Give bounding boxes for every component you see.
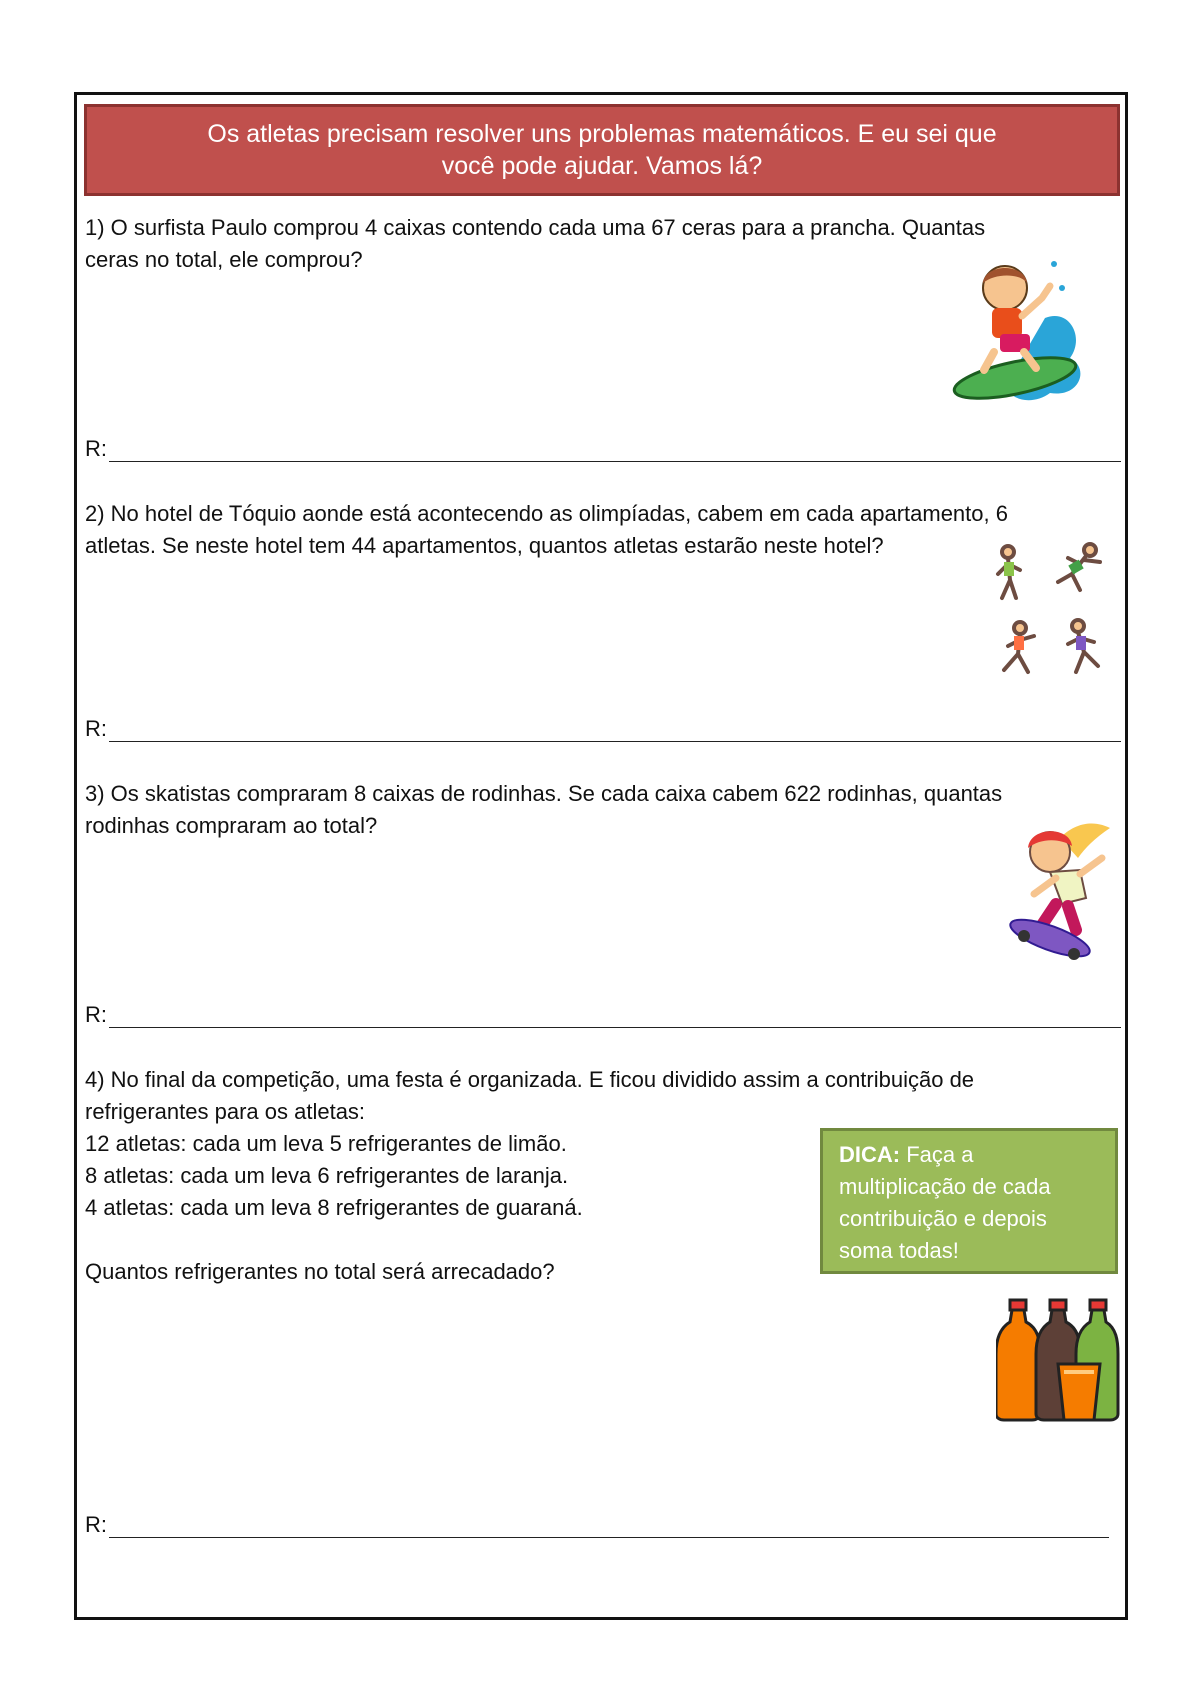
question-4-question: Quantos refrigerantes no total será arrecadado?: [85, 1259, 555, 1284]
answer-label-2: R:: [85, 716, 107, 741]
soda-bottles-illustration: [996, 1298, 1120, 1422]
answer-line-3[interactable]: [85, 1002, 1121, 1028]
question-2: [85, 498, 1105, 562]
question-3-line-1: 3) Os skatistas compraram 8 caixas de rodinhas. Se cada caixa cabem 622 rodinhas, quantas: [85, 781, 1003, 806]
answer-line-4[interactable]: [85, 1512, 1109, 1538]
answer-label-3: R:: [85, 1002, 107, 1027]
question-4-line-2: refrigerantes para os atletas:: [85, 1099, 366, 1124]
banner-line-2: você pode ajudar. Vamos lá?: [441, 152, 763, 180]
question-3: [85, 778, 1105, 842]
question-4-item-1: 12 atletas: cada um leva 5 refrigerantes de limão.: [85, 1131, 567, 1156]
runners-illustration: [980, 540, 1130, 690]
header-banner: [84, 104, 1120, 196]
tip-text-1: Faça a: [900, 1142, 974, 1167]
answer-line-1[interactable]: [85, 436, 1121, 462]
answer-label-1: R:: [85, 436, 107, 461]
skater-illustration: [990, 818, 1120, 968]
tip-line-1: [839, 1139, 1099, 1171]
answer-label-4: R:: [85, 1512, 107, 1537]
question-1-line-2: ceras no total, ele comprou?: [85, 247, 363, 272]
tip-title: DICA:: [839, 1142, 901, 1167]
question-4-item-2: 8 atletas: cada um leva 6 refrigerantes de laranja.: [85, 1163, 569, 1188]
question-2-line-2: atletas. Se neste hotel tem 44 apartamentos, quantos atletas estarão neste hotel?: [85, 533, 884, 558]
tip-text-4: soma todas!: [839, 1238, 959, 1263]
question-3-line-2: rodinhas compraram ao total?: [85, 813, 378, 838]
question-1-line-1: 1) O surfista Paulo comprou 4 caixas contendo cada uma 67 ceras para a prancha. Quantas: [85, 215, 986, 240]
question-4-line-1: 4) No final da competição, uma festa é organizada. E ficou dividido assim a contribuição de: [85, 1067, 975, 1092]
question-4-item-3: 4 atletas: cada um leva 8 refrigerantes de guaraná.: [85, 1195, 583, 1220]
surfer-illustration: [950, 258, 1090, 408]
answer-blank-1[interactable]: [109, 441, 1121, 462]
tip-text-2: multiplicação de cada: [839, 1174, 1051, 1199]
question-2-line-1: 2) No hotel de Tóquio aonde está acontecendo as olimpíadas, cabem em cada apartamento, 6: [85, 501, 1008, 526]
answer-blank-2[interactable]: [109, 721, 1121, 742]
answer-line-2[interactable]: [85, 716, 1121, 742]
tip-text-3: contribuição e depois: [839, 1206, 1047, 1231]
answer-blank-4[interactable]: [109, 1517, 1109, 1538]
answer-blank-3[interactable]: [109, 1007, 1121, 1028]
tip-box: [820, 1128, 1118, 1274]
banner-line-1: Os atletas precisam resolver uns problemas matemáticos. E eu sei que: [207, 120, 997, 148]
